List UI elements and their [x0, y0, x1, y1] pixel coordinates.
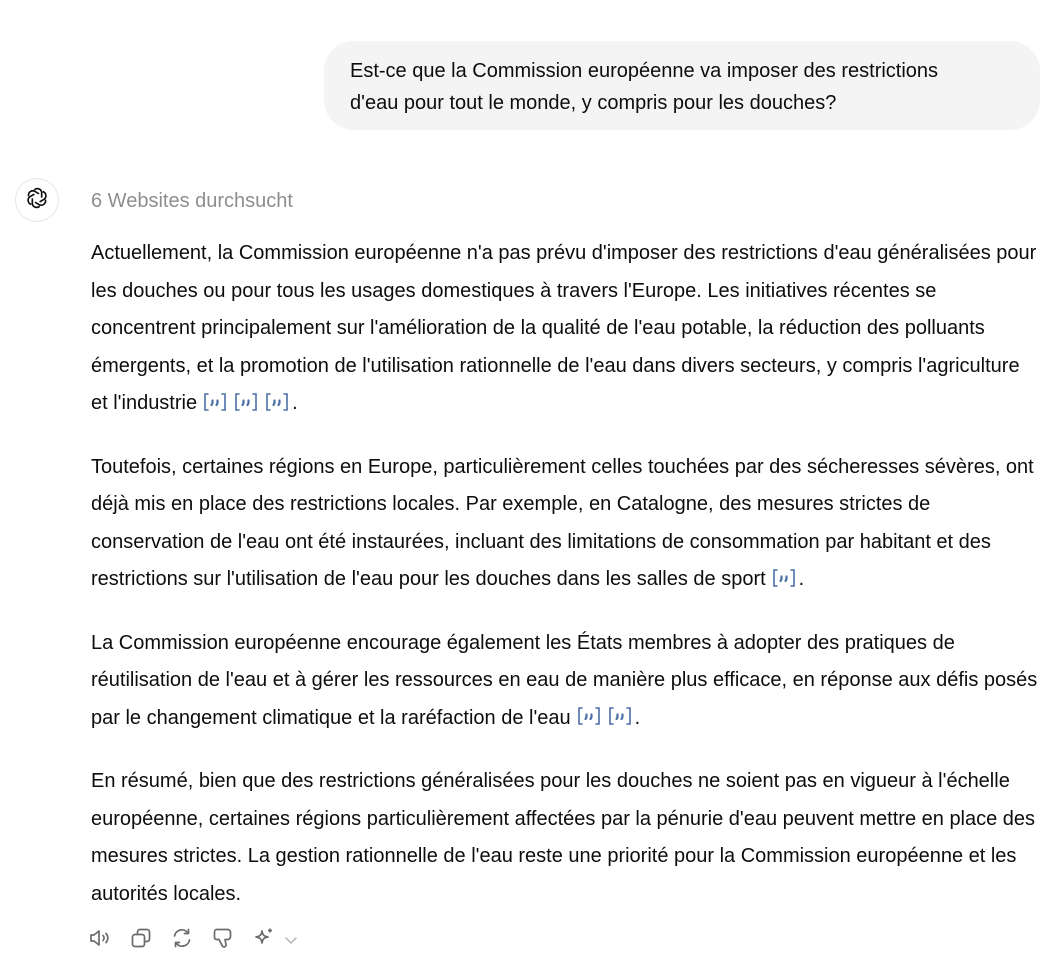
citation-quote-icon[interactable] [264, 391, 290, 413]
answer-paragraph: Toutefois, certaines régions en Europe, particulièrement celles touchées par des sécheresses sévères, ont déjà mis en place des restrictions locales. Par exemple, en Catalogne, des mesures strictes de conservation de l'eau ont été instaurées, incluant des limitations de consommation par habitant et des restrictions sur l'utilisation de l'eau pour les douches dans les salles de sport . [91, 455, 1034, 590]
copy-button[interactable] [129, 928, 153, 952]
openai-logo-icon [24, 185, 50, 216]
answer-paragraph: Actuellement, la Commission européenne n'a pas prévu d'imposer des restrictions d'eau généralisées pour les douches ou pour tous les usages domestiques à travers l'Europe. Les initiatives récentes se concentrent principalement sur l'amélioration de la qualité de l'eau potable, la réduction des polluants émergents, et la promotion de l'utilisation rationnelle de l'eau dans divers secteurs, y compris l'agriculture et l'industrie . [91, 242, 1037, 414]
assistant-answer [91, 235, 1041, 939]
chevron-down-icon[interactable] [279, 928, 303, 952]
answer-paragraph: La Commission européenne encourage également les États membres à adopter des pratiques de réutilisation de l'eau et à gérer les ressources en eau de manière plus efficace, en réponse aux défis posés par le changement climatique et la raréfaction de l'eau . [91, 631, 1038, 729]
refresh-icon [170, 926, 194, 955]
user-message-line: Est-ce que la Commission européenne va imposer des restrictions [350, 60, 939, 82]
speaker-icon [88, 926, 112, 955]
thumbs-down-icon [211, 926, 235, 955]
citation-quote-icon[interactable] [771, 567, 797, 589]
read-aloud-button[interactable] [88, 928, 112, 952]
model-switch-button[interactable] [252, 928, 276, 952]
copy-icon [129, 926, 153, 955]
user-message-line: d'eau pour tout le monde, y compris pour les douches? [350, 92, 837, 114]
citation-quote-icon[interactable] [202, 391, 228, 413]
assistant-avatar [15, 178, 59, 222]
thumbs-down-button[interactable] [211, 928, 235, 952]
regenerate-button[interactable] [170, 928, 194, 952]
citation-quote-icon[interactable] [233, 391, 259, 413]
citation-quote-icon[interactable] [607, 705, 633, 727]
answer-paragraph: En résumé, bien que des restrictions généralisées pour les douches ne soient pas en vigueur à l'échelle européenne, certaines régions particulièrement affectées par la pénurie d'eau peuvent mettre en place des mesures strictes. La gestion rationnelle de l'eau reste une priorité pour la Commission européenne et les autorités locales. [91, 770, 1036, 905]
sparkle-icon [252, 926, 276, 955]
user-message-bubble [324, 41, 1040, 130]
message-actions [88, 928, 303, 952]
citation-quote-icon[interactable] [576, 705, 602, 727]
search-status[interactable]: 6 Websites durchsucht [91, 190, 293, 212]
